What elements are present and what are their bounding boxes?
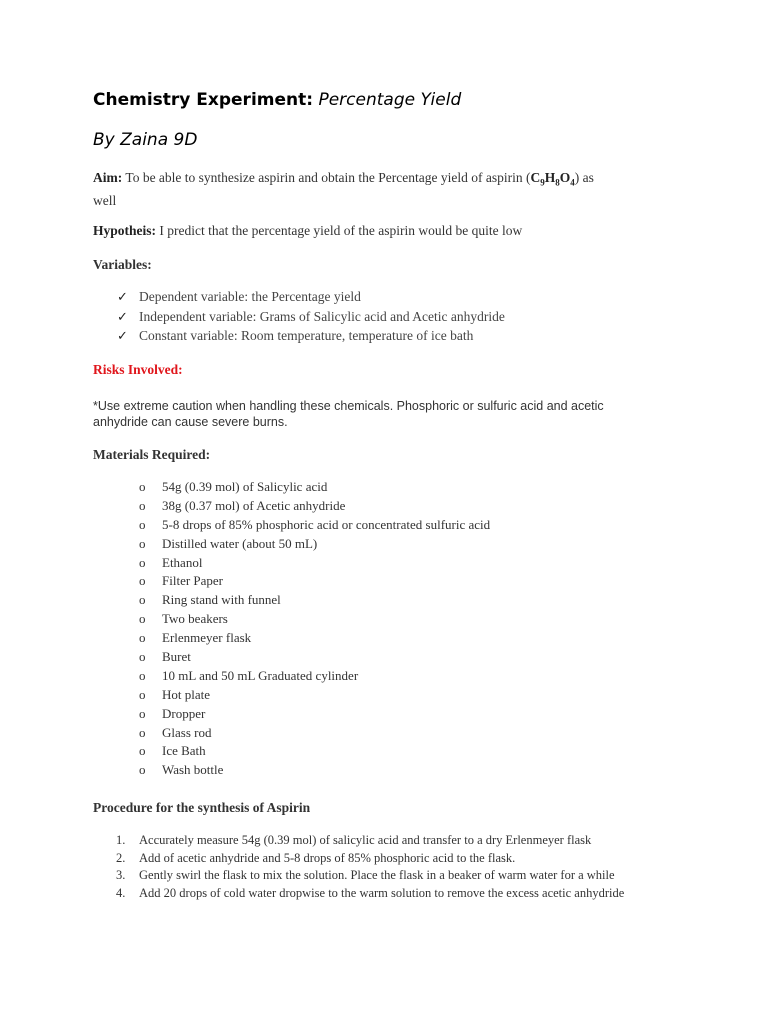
step-number: 2.	[116, 850, 126, 865]
author-byline: By Zaina 9D	[93, 130, 198, 150]
material-text: 5-8 drops of 85% phosphoric acid or concentrated sulfuric acid	[162, 516, 491, 532]
title-italic: Percentage Yield	[318, 90, 462, 110]
formula-part: C	[530, 170, 541, 185]
material-text: 10 mL and 50 mL Graduated cylinder	[162, 667, 359, 683]
formula-part: O	[559, 170, 571, 185]
variable-item	[117, 309, 505, 329]
variable-text: Dependent variable: the Percentage yield	[139, 289, 361, 304]
materials-heading: Materials Required:	[93, 447, 211, 462]
material-text: Glass rod	[162, 724, 212, 740]
variable-item	[117, 328, 505, 348]
variable-item	[117, 289, 505, 309]
formula-part: 8	[555, 177, 560, 188]
material-text: Buret	[162, 649, 191, 665]
material-item	[139, 517, 490, 536]
circle-bullet-icon: o	[139, 554, 146, 570]
document-title	[93, 90, 461, 110]
material-text: Wash bottle	[162, 762, 224, 778]
step-text: Gently swirl the flask to mix the solution. Place the flask in a beaker of warm water for a while	[139, 868, 615, 882]
circle-bullet-icon: o	[139, 611, 146, 627]
material-text: Erlenmeyer flask	[162, 630, 252, 646]
circle-bullet-icon: o	[139, 705, 146, 721]
procedure-list	[116, 833, 676, 903]
formula-part: 9	[540, 177, 545, 188]
material-text: Two beakers	[162, 611, 228, 627]
circle-bullet-icon: o	[139, 724, 146, 740]
variables-list	[117, 289, 505, 348]
procedure-step	[116, 833, 676, 849]
circle-bullet-icon: o	[139, 630, 146, 646]
procedure-step	[116, 868, 676, 884]
checkmark-icon: ✓	[117, 290, 128, 305]
material-text: Filter Paper	[162, 573, 224, 589]
procedure-step	[116, 886, 676, 902]
material-item	[139, 555, 490, 574]
variables-heading: Variables:	[93, 257, 152, 272]
step-number: 4.	[116, 885, 126, 900]
material-text: Dropper	[162, 705, 206, 721]
material-item	[139, 573, 490, 592]
risks-heading: Risks Involved:	[93, 362, 183, 377]
material-item	[139, 725, 490, 744]
material-text: Ice Bath	[162, 743, 206, 759]
step-text: Accurately measure 54g (0.39 mol) of salicylic acid and transfer to a dry Erlenmeyer flask	[139, 833, 592, 847]
checkmark-icon: ✓	[117, 329, 128, 344]
material-item	[139, 611, 490, 630]
step-number: 1.	[116, 833, 126, 847]
circle-bullet-icon: o	[139, 573, 146, 589]
material-text: Distilled water (about 50 mL)	[162, 535, 318, 551]
circle-bullet-icon: o	[139, 743, 146, 759]
material-item	[139, 536, 490, 555]
material-item	[139, 668, 490, 687]
checkmark-icon: ✓	[117, 309, 128, 325]
material-item	[139, 592, 490, 611]
material-item	[139, 706, 490, 725]
circle-bullet-icon: o	[139, 479, 146, 494]
material-text: Ethanol	[162, 554, 203, 570]
material-text: 38g (0.37 mol) of Acetic anhydride	[162, 497, 346, 513]
material-item	[139, 762, 490, 781]
variable-text: Constant variable: Room temperature, temperature of ice bath	[139, 328, 474, 343]
circle-bullet-icon: o	[139, 686, 146, 702]
aspirin-formula	[530, 170, 575, 188]
procedure-step	[116, 851, 676, 867]
aim-label: Aim:	[93, 170, 123, 185]
aim-paragraph	[93, 169, 673, 210]
step-text: Add of acetic anhydride and 5-8 drops of 85% phosphoric acid to the flask.	[139, 850, 516, 865]
hypothesis-paragraph	[93, 222, 673, 240]
circle-bullet-icon: o	[139, 667, 146, 683]
material-text: Ring stand with funnel	[162, 592, 281, 608]
material-text: Hot plate	[162, 686, 211, 702]
material-item	[139, 743, 490, 762]
circle-bullet-icon: o	[139, 497, 146, 513]
circle-bullet-icon: o	[139, 649, 146, 665]
step-text: Add 20 drops of cold water dropwise to the warm solution to remove the excess acetic anhydride	[139, 885, 625, 900]
materials-list	[139, 479, 490, 781]
circle-bullet-icon: o	[139, 762, 146, 778]
hypothesis-text: I predict that the percentage yield of the aspirin would be quite low	[159, 223, 523, 238]
material-item	[139, 687, 490, 706]
hypothesis-label: Hypotheis:	[93, 223, 157, 238]
variable-text: Independent variable: Grams of Salicylic acid and Acetic anhydride	[139, 308, 505, 324]
formula-part: 4	[570, 177, 575, 188]
step-number: 3.	[116, 868, 126, 882]
circle-bullet-icon: o	[139, 592, 146, 608]
material-item	[139, 479, 490, 498]
title-bold: Chemistry Experiment:	[93, 90, 314, 110]
risks-text: *Use extreme caution when handling these chemicals. Phosphoric or sulfuric acid and acetic anhydride can cause severe burns.	[93, 399, 604, 429]
material-item	[139, 498, 490, 517]
aim-text: To be able to synthesize aspirin and obtain the Percentage yield of aspirin (	[125, 170, 531, 185]
material-text: 54g (0.39 mol) of Salicylic acid	[162, 479, 328, 494]
circle-bullet-icon: o	[139, 535, 146, 551]
material-item	[139, 649, 490, 668]
circle-bullet-icon: o	[139, 516, 146, 532]
aim-tail: ) as	[574, 170, 594, 185]
formula-part: H	[544, 170, 556, 185]
aim-line2: well	[93, 192, 117, 208]
material-item	[139, 630, 490, 649]
procedure-heading: Procedure for the synthesis of Aspirin	[93, 800, 311, 815]
